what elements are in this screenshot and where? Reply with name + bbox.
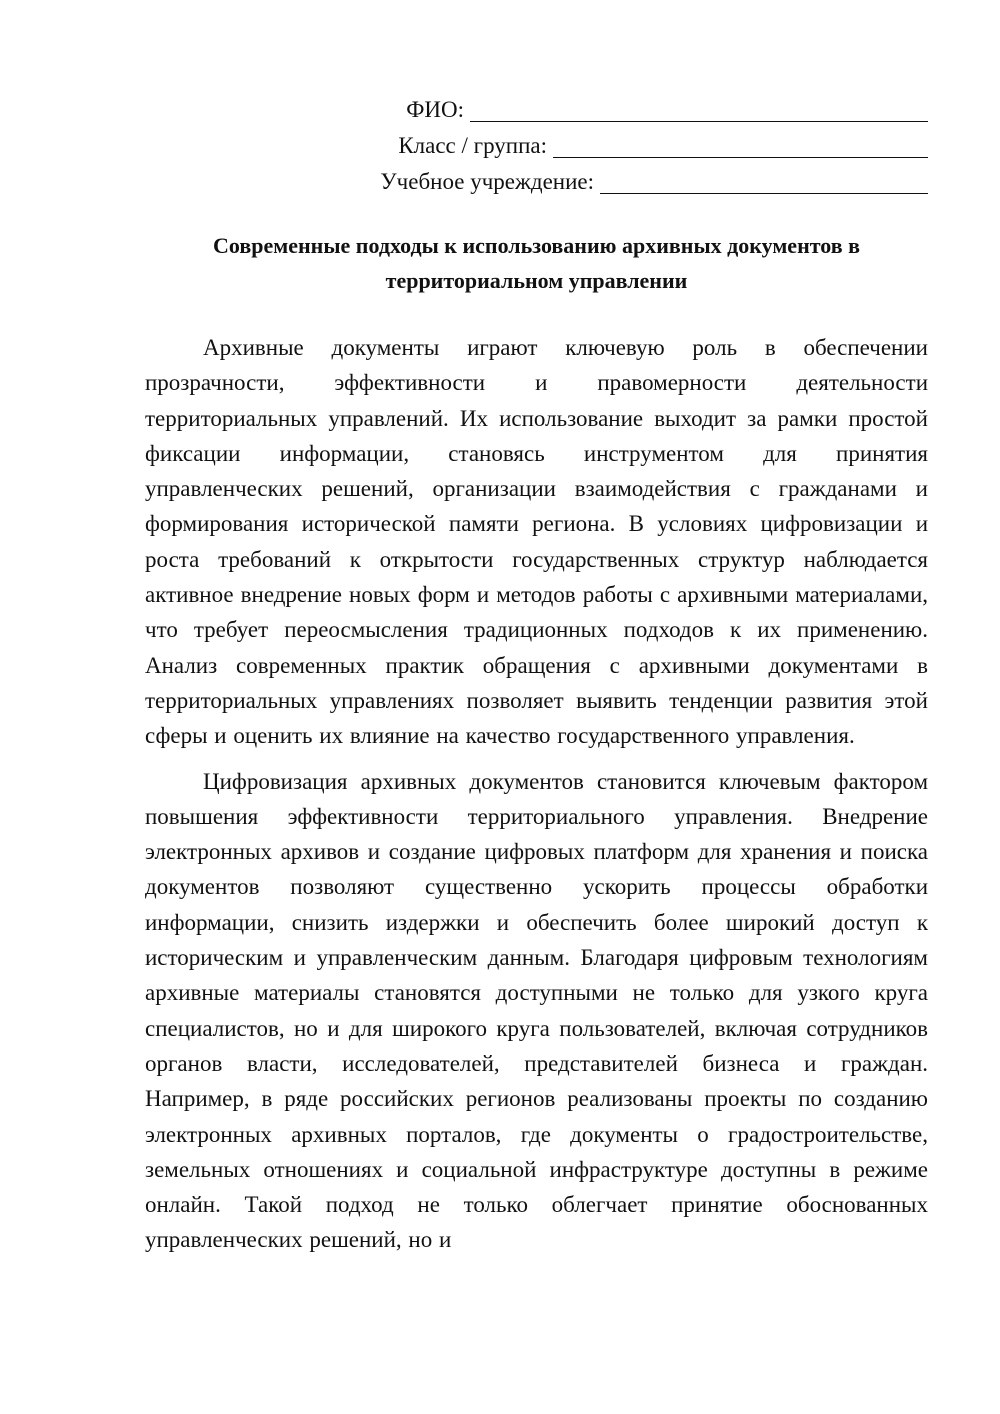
- student-info-block: [300, 92, 928, 200]
- class-blank-line: [553, 129, 928, 158]
- class-label: Класс / группа:: [398, 133, 547, 158]
- name-line: [300, 92, 928, 128]
- name-blank-line: [470, 93, 928, 122]
- class-line: [300, 128, 928, 164]
- document-title: Современные подходы к использованию архивных документов в территориальном управлении: [213, 233, 860, 293]
- school-line: [300, 164, 928, 200]
- school-blank-line: [600, 165, 928, 194]
- name-label: ФИО:: [406, 97, 464, 122]
- paragraph-2: Цифровизация архивных документов становится ключевым фактором повышения эффективности территориального управления. Внедрение электронных архивов и создание цифровых платформ для хранения и поиска документов позволяют существенно ускорить процессы обработки информации, снизить издержки и обеспечить более широкий доступ к историческим и управленческим данным. Благодаря цифровым технологиям архивные материалы становятся доступными не только для узкого круга специалистов, но и для широкого круга пользователей, включая сотрудников органов власти, исследователей, представителей бизнеса и граждан. Например, в ряде российских регионов реализованы проекты по созданию электронных архивных порталов, где документы о градостроительстве, земельных отношениях и социальной инфраструктуре доступны в режиме онлайн. Такой подход не только облегчает принятие обоснованных управленческих решений, но и: [145, 768, 928, 1253]
- paragraph-1: Архивные документы играют ключевую роль в обеспечении прозрачности, эффективности и правомерности деятельности территориальных управлений. Их использование выходит за рамки простой фиксации информации, становясь инструментом для принятия управленческих решений, организации взаимодействия с гражданами и формирования исторической памяти региона. В условиях цифровизации и роста требований к открытости государственных структур наблюдается активное внедрение новых форм и методов работы с архивными материалами, что требует переосмысления традиционных подходов к их применению. Анализ современных практик обращения с архивными документами в территориальных управлениях позволяет выявить тенденции развития этой сферы и оценить их влияние на качество государственного управления.: [145, 335, 928, 749]
- document-body: [145, 330, 928, 1268]
- school-label: Учебное учреждение:: [380, 169, 594, 194]
